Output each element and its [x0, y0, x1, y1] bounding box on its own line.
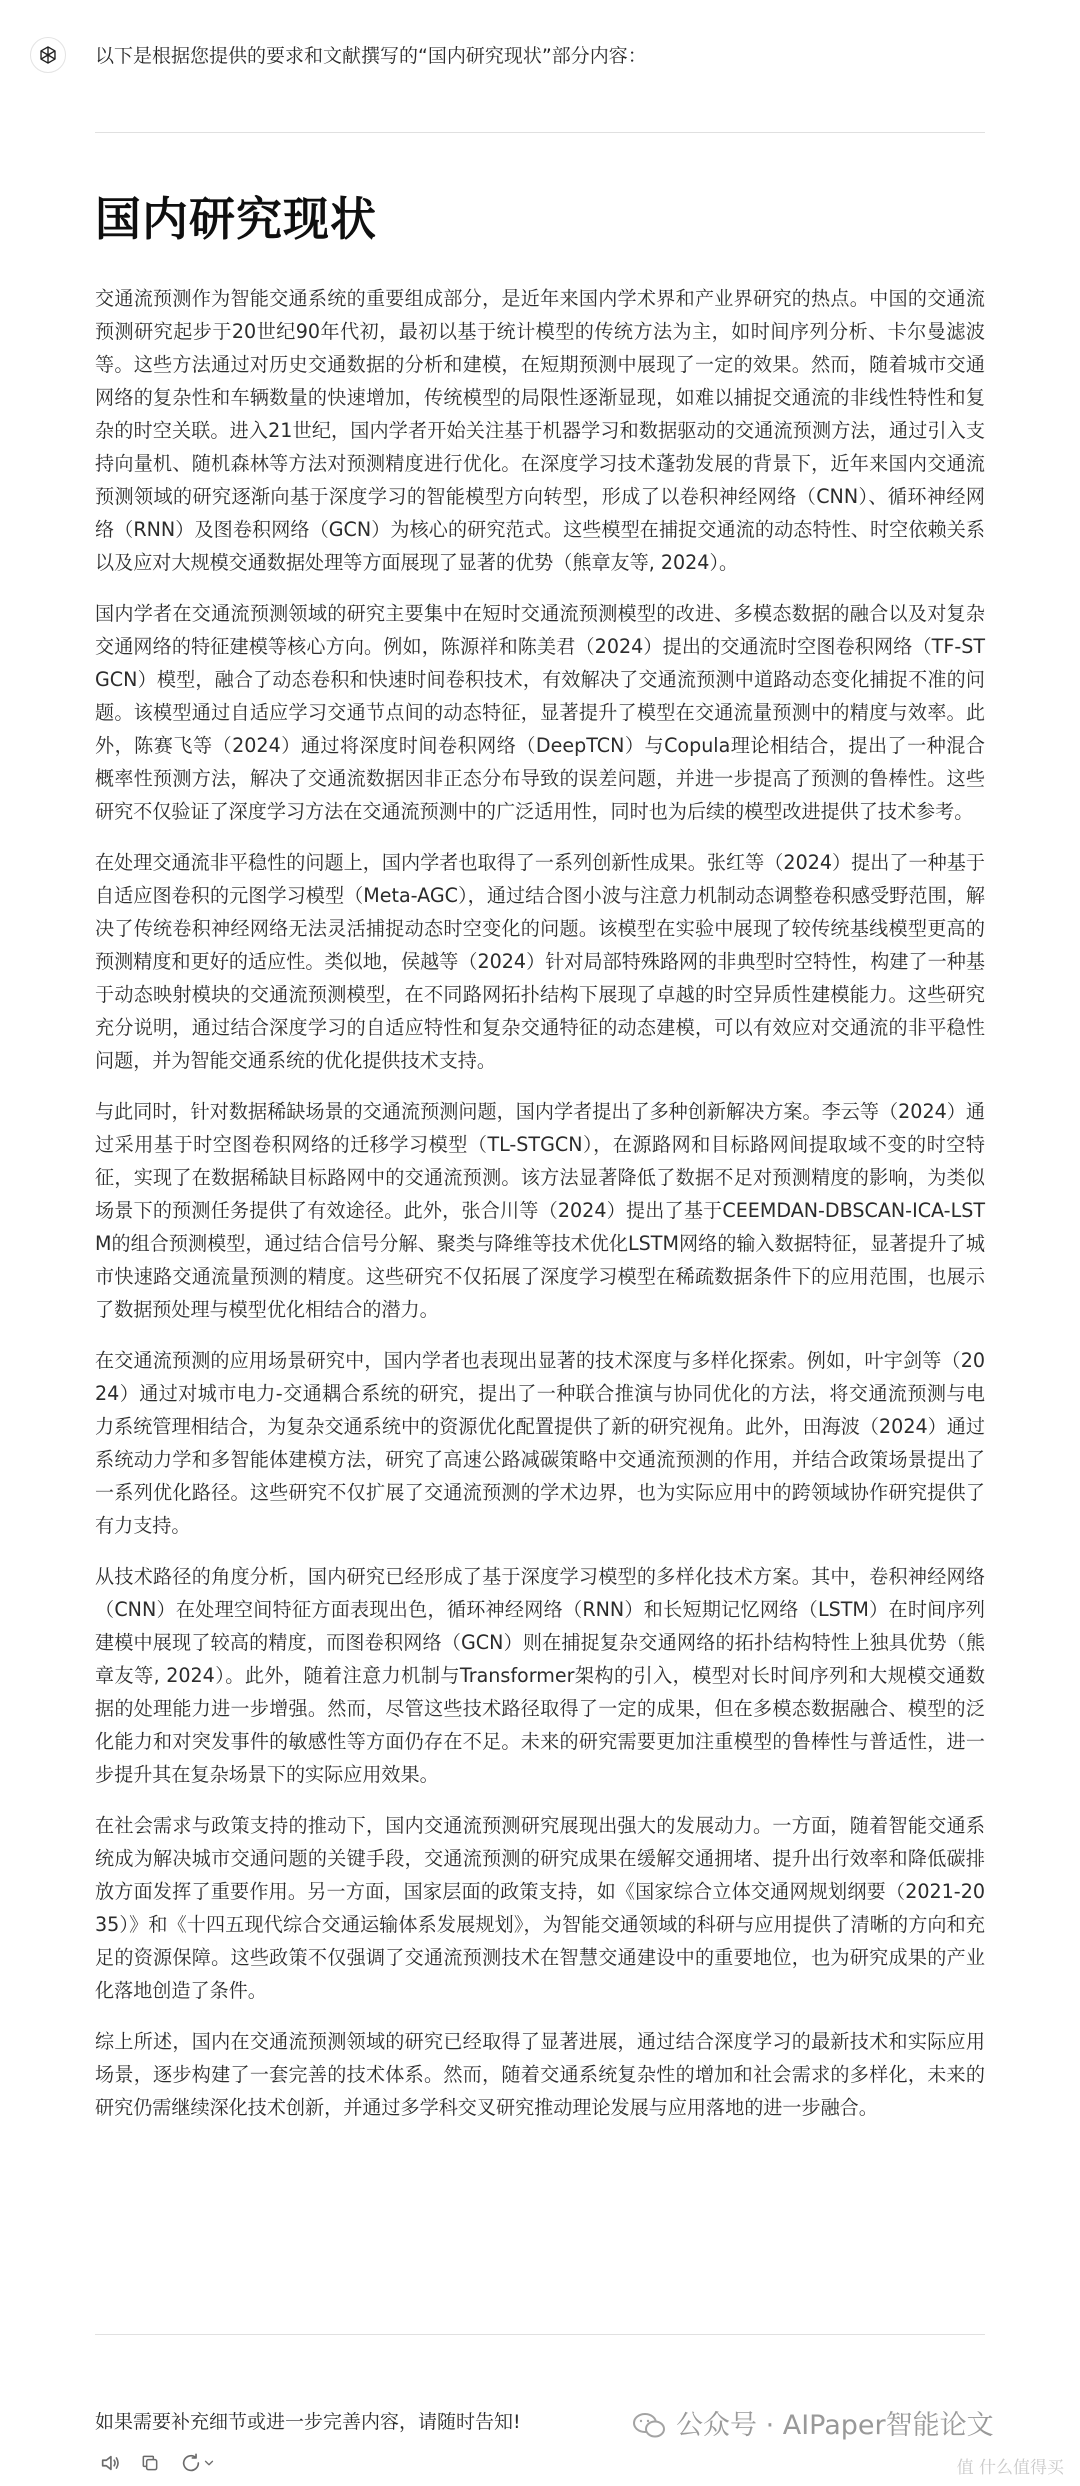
- article-paragraph-2: 国内学者在交通流预测领域的研究主要集中在短时交通流预测模型的改进、多模态数据的融合以及对复杂交通网络的特征建模等核心方向。例如，陈源祥和陈美君（2024）提出的交通流时空图卷积网络（TF-STGCN）模型，融合了动态卷积和快速时间卷积技术，有效解决了交通流预测中道路动态变化捕捉不准的问题。该模型通过自适应学习交通节点间的动态特征，显著提升了模型在交通流量预测中的精度与效率。此外，陈赛飞等（2024）通过将深度时间卷积网络（DeepTCN）与Copula理论相结合，提出了一种混合概率性预测方法，解决了交通流数据因非正态分布导致的误差问题，并进一步提高了预测的鲁棒性。这些研究不仅验证了深度学习方法在交通流预测中的广泛适用性，同时也为后续的模型改进提供了技术参考。: [95, 602, 985, 823]
- copy-button[interactable]: [135, 2448, 165, 2478]
- wechat-logo-icon: [632, 2411, 666, 2441]
- assistant-intro-text: 以下是根据您提供的要求和文献撰写的“国内研究现状”部分内容：: [95, 45, 647, 67]
- article-paragraph-7: 在社会需求与政策支持的推动下，国内交通流预测研究展现出强大的发展动力。一方面，随着智能交通系统成为解决城市交通问题的关键手段，交通流预测的研究成果在缓解交通拥堵、提升出行效率和降低碳排放方面发挥了重要作用。另一方面，国家层面的政策支持，如《国家综合立体交通网规划纲要（2021-2035）》和《十四五现代综合交通运输体系发展规划》，为智能交通领域的科研与应用提供了清晰的方向和充足的资源保障。这些政策不仅强调了交通流预测技术在智慧交通建设中的重要地位，也为研究成果的产业化落地创造了条件。: [95, 1814, 985, 2002]
- page-title: 国内研究现状: [95, 192, 377, 246]
- regenerate-icon: [180, 2452, 202, 2474]
- regenerate-button[interactable]: [175, 2448, 221, 2478]
- article-paragraph-1: 交通流预测作为智能交通系统的重要组成部分，是近年来国内学术界和产业界研究的热点。中国的交通流预测研究起步于20世纪90年代初，最初以基于统计模型的传统方法为主，如时间序列分析、卡尔曼滤波等。这些方法通过对历史交通数据的分析和建模，在短期预测中展现了一定的效果。然而，随着城市交通网络的复杂性和车辆数量的快速增加，传统模型的局限性逐渐显现，如难以捕捉交通流的非线性特性和复杂的时空关联。进入21世纪，国内学者开始关注基于机器学习和数据驱动的交通流预测方法，通过引入支持向量机、随机森林等方法对预测精度进行优化。在深度学习技术蓬勃发展的背景下，近年来国内交通流预测领域的研究逐渐向基于深度学习的智能模型方向转型，形成了以卷积神经网络（CNN）、循环神经网络（RNN）及图卷积网络（GCN）为核心的研究范式。这些模型在捕捉交通流的动态特性、时空依赖关系以及应对大规模交通数据处理等方面展现了显著的优势（熊章友等, 2024）。: [95, 287, 985, 574]
- article-paragraph-8: 综上所述，国内在交通流预测领域的研究已经取得了显著进展，通过结合深度学习的最新技术和实际应用场景，逐步构建了一套完善的技术体系。然而，随着交通系统复杂性的增加和社会需求的多样化，未来的研究仍需继续深化技术创新，并通过多学科交叉研究推动理论发展与应用落地的进一步融合。: [95, 2030, 985, 2119]
- message-actions: [95, 2448, 221, 2478]
- chevron-down-icon: [202, 2456, 216, 2470]
- watermark-sub-text: 值 什么值得买: [956, 2458, 1064, 2478]
- speaker-icon: [99, 2452, 121, 2474]
- article-body: [95, 282, 985, 2142]
- wechat-watermark: [632, 2408, 994, 2444]
- section-divider-bottom: [95, 2334, 985, 2335]
- copy-icon: [140, 2453, 160, 2473]
- article-paragraph-6: 从技术路径的角度分析，国内研究已经形成了基于深度学习模型的多样化技术方案。其中，卷积神经网络（CNN）在处理空间特征方面表现出色，循环神经网络（RNN）和长短期记忆网络（LSTM）在时间序列建模中展现了较高的精度，而图卷积网络（GCN）则在捕捉复杂交通网络的拓扑结构特性上独具优势（熊章友等, 2024）。此外，随着注意力机制与Transformer架构的引入，模型对长时间序列和大规模交通数据的处理能力进一步增强。然而，尽管这些技术路径取得了一定的成果，但在多模态数据融合、模型的泛化能力和对突发事件的敏感性等方面仍存在不足。未来的研究需要更加注重模型的鲁棒性与普适性，进一步提升其在复杂场景下的实际应用效果。: [95, 1565, 985, 1786]
- watermark-text: 公众号 · AIPaper智能论文: [676, 2410, 994, 2441]
- read-aloud-button[interactable]: [95, 2448, 125, 2478]
- article-paragraph-3: 在处理交通流非平稳性的问题上，国内学者也取得了一系列创新性成果。张红等（2024）提出了一种基于自适应图卷积的元图学习模型（Meta-AGC），通过结合图小波与注意力机制动态调整卷积感受野范围，解决了传统卷积神经网络无法灵活捕捉动态时空变化的问题。该模型在实验中展现了较传统基线模型更高的预测精度和更好的适应性。类似地，侯越等（2024）针对局部特殊路网的非典型时空特性，构建了一种基于动态映射模块的交通流预测模型，在不同路网拓扑结构下展现了卓越的时空异质性建模能力。这些研究充分说明，通过结合深度学习的自适应特性和复杂交通特征的动态建模，可以有效应对交通流的非平稳性问题，并为智能交通系统的优化提供技术支持。: [95, 851, 985, 1072]
- assistant-avatar: [30, 37, 66, 73]
- openai-logo-icon: [37, 44, 59, 66]
- closing-text: 如果需要补充细节或进一步完善内容，请随时告知!: [95, 2411, 521, 2433]
- article-paragraph-4: 与此同时，针对数据稀缺场景的交通流预测问题，国内学者提出了多种创新解决方案。李云等（2024）通过采用基于时空图卷积网络的迁移学习模型（TL-STGCN），在源路网和目标路网间提取域不变的时空特征，实现了在数据稀缺目标路网中的交通流预测。该方法显著降低了数据不足对预测精度的影响，为类似场景下的预测任务提供了有效途径。此外，张合川等（2024）提出了基于CEEMDAN-DBSCAN-ICA-LSTM的组合预测模型，通过结合信号分解、聚类与降维等技术优化LSTM网络的输入数据特征，显著提升了城市快速路交通流量预测的精度。这些研究不仅拓展了深度学习模型在稀疏数据条件下的应用范围，也展示了数据预处理与模型优化相结合的潜力。: [95, 1100, 985, 1321]
- section-divider-top: [95, 132, 985, 133]
- article-paragraph-5: 在交通流预测的应用场景研究中，国内学者也表现出显著的技术深度与多样化探索。例如，叶宇剑等（2024）通过对城市电力-交通耦合系统的研究，提出了一种联合推演与协同优化的方法，将交通流预测与电力系统管理相结合，为复杂交通系统中的资源优化配置提供了新的研究视角。此外，田海波（2024）通过系统动力学和多智能体建模方法，研究了高速公路减碳策略中交通流预测的作用，并结合政策场景提出了一系列优化路径。这些研究不仅扩展了交通流预测的学术边界，也为实际应用中的跨领域协作研究提供了有力支持。: [95, 1349, 985, 1537]
